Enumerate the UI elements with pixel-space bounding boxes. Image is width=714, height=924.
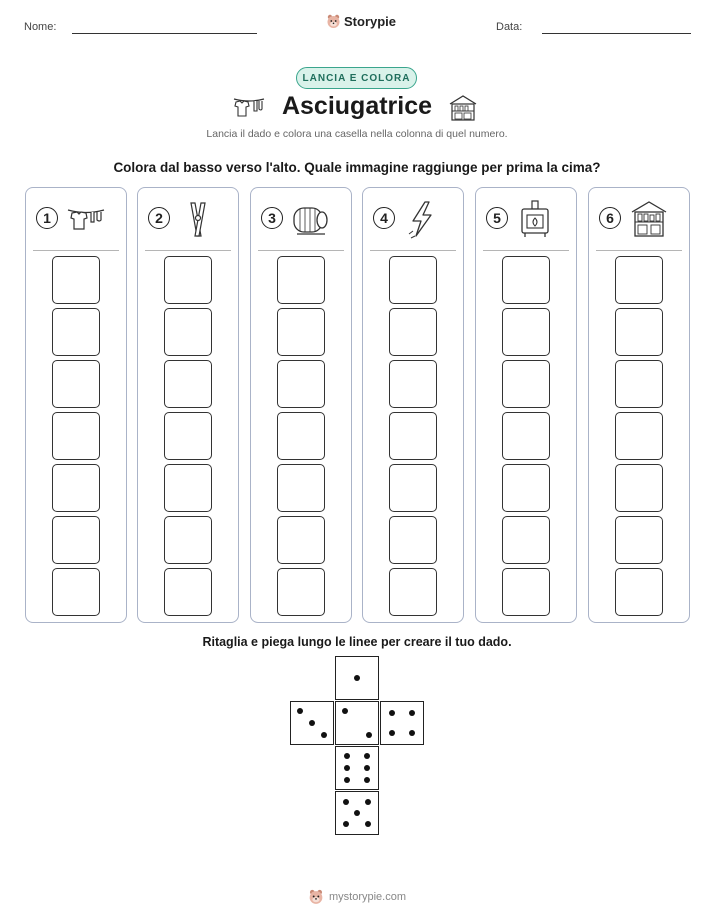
instruction: Colora dal basso verso l'alto. Quale immagine raggiunge per prima la cima? (113, 160, 601, 175)
brand-logo (326, 13, 396, 30)
color-cell[interactable] (164, 308, 212, 356)
column-number: 6 (599, 207, 621, 229)
die-face-1 (335, 656, 379, 700)
column-divider (483, 250, 569, 251)
color-cell[interactable] (615, 464, 663, 512)
laundry-cabinet-icon (629, 200, 669, 240)
color-cell[interactable] (52, 256, 100, 304)
column-divider (258, 250, 344, 251)
storypie-mascot-icon (326, 13, 341, 30)
column-5 (475, 187, 577, 623)
color-cell[interactable] (389, 516, 437, 564)
color-cell[interactable] (164, 360, 212, 408)
color-cell[interactable] (615, 516, 663, 564)
column-number: 4 (373, 207, 395, 229)
color-cell[interactable] (615, 308, 663, 356)
tumble-dryer-drum-icon (291, 200, 331, 240)
pip (343, 799, 349, 805)
pip (342, 708, 348, 714)
color-cell[interactable] (164, 568, 212, 616)
cut-instruction: Ritaglia e piega lungo le linee per creare il tuo dado. (202, 635, 512, 649)
subtitle: Lancia il dado e colora una casella nella colonna di quel numero. (206, 128, 508, 140)
color-cell[interactable] (277, 360, 325, 408)
pip (365, 799, 371, 805)
pip (344, 777, 350, 783)
column-1 (25, 187, 127, 623)
pip (354, 810, 360, 816)
color-cell[interactable] (389, 308, 437, 356)
pip (354, 675, 360, 681)
footer (308, 888, 406, 906)
column-divider (145, 250, 231, 251)
color-cell[interactable] (277, 464, 325, 512)
pip (309, 720, 315, 726)
pip (344, 765, 350, 771)
page-title: Asciugatrice (281, 92, 433, 120)
color-cell[interactable] (502, 308, 550, 356)
color-cell[interactable] (52, 516, 100, 564)
pip (366, 732, 372, 738)
clothespin-icon (178, 200, 218, 240)
color-cell[interactable] (615, 360, 663, 408)
pip (409, 710, 415, 716)
column-number: 5 (486, 207, 508, 229)
column-divider (33, 250, 119, 251)
color-cell[interactable] (277, 516, 325, 564)
color-cell[interactable] (389, 464, 437, 512)
name-label: Nome: (24, 21, 57, 33)
pip (389, 730, 395, 736)
color-cell[interactable] (389, 256, 437, 304)
color-cell[interactable] (52, 412, 100, 460)
color-cell[interactable] (502, 464, 550, 512)
wood-stove-icon (516, 200, 556, 240)
pip (364, 765, 370, 771)
color-cell[interactable] (502, 360, 550, 408)
color-cell[interactable] (52, 464, 100, 512)
clothesline-icon (66, 200, 106, 240)
color-cell[interactable] (52, 360, 100, 408)
color-cell[interactable] (277, 308, 325, 356)
dice-net (290, 656, 424, 836)
pip (365, 821, 371, 827)
column-divider (596, 250, 682, 251)
color-cell[interactable] (615, 256, 663, 304)
color-cell[interactable] (52, 308, 100, 356)
pip (364, 777, 370, 783)
column-number: 3 (261, 207, 283, 229)
laundry-cabinet-icon (447, 94, 479, 122)
pip (364, 753, 370, 759)
storypie-mascot-icon (308, 888, 324, 906)
name-line[interactable] (72, 33, 257, 34)
color-cell[interactable] (615, 412, 663, 460)
color-cell[interactable] (389, 412, 437, 460)
footer-url[interactable]: mystorypie.com (329, 891, 407, 903)
date-line[interactable] (542, 33, 691, 34)
column-number: 2 (148, 207, 170, 229)
color-cell[interactable] (164, 412, 212, 460)
color-cell[interactable] (615, 568, 663, 616)
pip (321, 732, 327, 738)
pip (344, 753, 350, 759)
column-6 (588, 187, 690, 623)
color-cell[interactable] (502, 516, 550, 564)
column-number: 1 (36, 207, 58, 229)
column-2 (137, 187, 239, 623)
brand-name: Storypie (344, 14, 397, 29)
color-cell[interactable] (164, 464, 212, 512)
pip (409, 730, 415, 736)
color-cell[interactable] (502, 568, 550, 616)
activity-badge: LANCIA E COLORA (296, 67, 417, 89)
lightning-bolt-icon (403, 200, 443, 240)
color-cell[interactable] (277, 412, 325, 460)
color-cell[interactable] (52, 568, 100, 616)
color-cell[interactable] (164, 256, 212, 304)
color-cell[interactable] (277, 568, 325, 616)
color-cell[interactable] (277, 256, 325, 304)
color-cell[interactable] (389, 360, 437, 408)
die-face-3 (290, 701, 334, 745)
pip (389, 710, 395, 716)
pip (343, 821, 349, 827)
date-label: Data: (496, 21, 523, 33)
pip (297, 708, 303, 714)
die-face-4 (380, 701, 424, 745)
column-3 (250, 187, 352, 623)
die-face-6 (335, 746, 379, 790)
color-cell[interactable] (164, 516, 212, 564)
column-divider (370, 250, 456, 251)
color-cell[interactable] (389, 568, 437, 616)
column-4 (362, 187, 464, 623)
die-face-5 (335, 791, 379, 835)
color-cell[interactable] (502, 412, 550, 460)
die-face-2 (335, 701, 379, 745)
color-cell[interactable] (502, 256, 550, 304)
